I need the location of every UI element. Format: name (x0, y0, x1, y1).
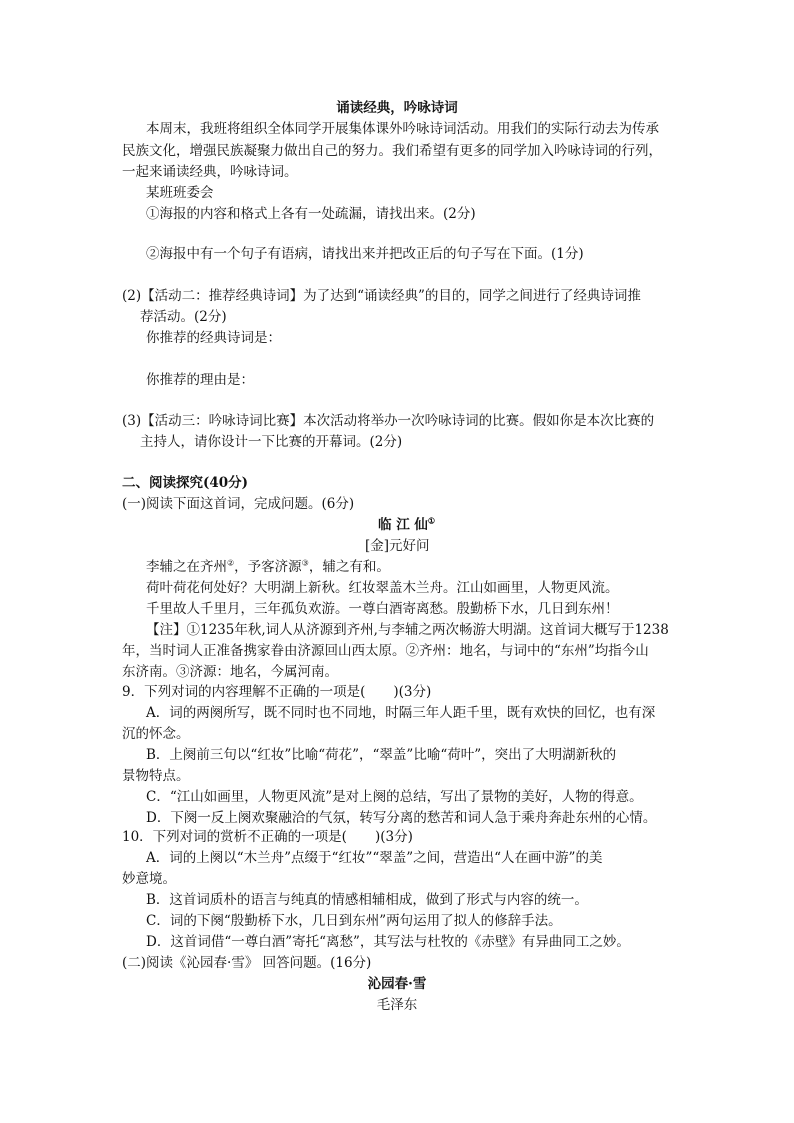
footnote-mark: ② (227, 558, 235, 568)
question-2-line: (2)【活动二：推荐经典诗词】为了达到“诵读经典”的目的，同学之间进行了经典诗词推 (122, 288, 641, 304)
poster-body-line: 民族文化，增强民族凝聚力做出自己的努力。我们希望有更多的同学加入吟咏诗词的行列， (122, 143, 662, 159)
option-line: C．“江山如画里，人物更风流”是对上阕的总结，写出了景物的美好，人物的得意。 (146, 789, 643, 805)
poster-title: 诵读经典，吟咏诗词 (336, 100, 458, 116)
footnote-mark: ③ (301, 558, 309, 568)
option-line: C．词的下阕“殷勤桥下水，几日到东州”两句运用了拟人的修辞手法。 (146, 913, 562, 929)
poem-note-line: 【注】①1235年秋,词人从济源到齐州,与李辅之两次畅游大明湖。这首词大概写于1238 (146, 622, 669, 638)
poster-signature: 某班班委会 (146, 185, 214, 201)
question-1-sub1: ①海报的内容和格式上各有一处疏漏，请找出来。(2分) (146, 206, 476, 222)
option-line: B．上阕前三句以“红妆”比喻“荷花”，“翠盖”比喻“荷叶”，突出了大明湖新秋的 (146, 747, 617, 763)
question-3-line: 主持人，请你设计一下比赛的开幕词。(2分) (140, 434, 403, 450)
poster-body-line: 本周末，我班将组织全体同学开展集体课外吟咏诗词活动。用我们的实际行动去为传承 (146, 121, 659, 137)
poster-body-line: 一起来诵读经典，吟咏诗词。 (122, 164, 298, 180)
option-line: 妙意境。 (122, 871, 176, 887)
question-3-line: (3)【活动三：吟咏诗词比赛】本次活动将举办一次吟咏诗词的比赛。假如你是本次比赛的 (122, 413, 655, 429)
part-1-intro: (一)阅读下面这首词，完成问题。(6分) (122, 496, 355, 512)
question-9-stem: 9．下列对词的内容理解不正确的一项是( )(3分) (122, 684, 432, 700)
poem-line: 千里故人千里月，三年孤负欢游。一尊白酒寄离愁。殷勤桥下水，几日到东州！ (146, 601, 619, 617)
option-line: A．词的两阕所写，既不同时也不同地，时隔三年人距千里，既有欢快的回忆，也有深 (146, 705, 656, 721)
recommend-poem-prompt: 你推荐的经典诗词是： (146, 330, 281, 346)
option-line: 景物特点。 (122, 768, 190, 784)
poem-title: 沁园春·雪 (367, 976, 427, 992)
recommend-reason-prompt: 你推荐的理由是： (146, 372, 254, 388)
poem-note-line: 东济南。③济源：地名，今属河南。 (122, 664, 338, 680)
option-line: B．这首词质朴的语言与纯真的情感相辅相成，做到了形式与内容的统一。 (146, 892, 588, 908)
poem-title: 临 江 仙① (378, 515, 436, 533)
question-2-line: 荐活动。(2分) (140, 309, 227, 325)
question-1-sub2: ②海报中有一个句子有语病，请找出来并把改正后的句子写在下面。(1分) (146, 246, 584, 262)
poem-preface: 李辅之在齐州②，予客济源③，辅之有和。 (146, 558, 390, 575)
poem-line: 荷叶荷花何处好？大明湖上新秋。红妆翠盖木兰舟。江山如画里，人物更风流。 (146, 580, 619, 596)
question-10-stem: 10．下列对词的赏析不正确的一项是( )(3分) (122, 829, 413, 845)
footnote-mark: ① (427, 515, 436, 526)
section-heading: 二、阅读探究(40分) (122, 475, 249, 491)
option-line: D．下阕一反上阕欢聚融洽的气氛，转写分离的愁苦和词人急于乘舟奔赴东州的心情。 (146, 810, 657, 826)
option-line: A．词的上阕以“木兰舟”点缀于“红妆”“翠盖”之间，营造出“人在画中游”的美 (146, 850, 603, 866)
part-2-intro: (二)阅读《沁园春·雪》 回答问题。(16分) (122, 955, 372, 971)
poem-author: [金]元好问 (365, 538, 430, 554)
option-line: D．这首词借“一尊白酒”寄托“离愁”，其写法与杜牧的《赤壁》有异曲同工之妙。 (146, 934, 630, 950)
poem-note-line: 年，当时词人正准备携家眷由济源回山西太原。②齐州：地名，与词中的“东州”均指今山 (122, 643, 649, 659)
poem-author: 毛泽东 (376, 997, 418, 1013)
option-line: 沉的怀念。 (122, 726, 190, 742)
